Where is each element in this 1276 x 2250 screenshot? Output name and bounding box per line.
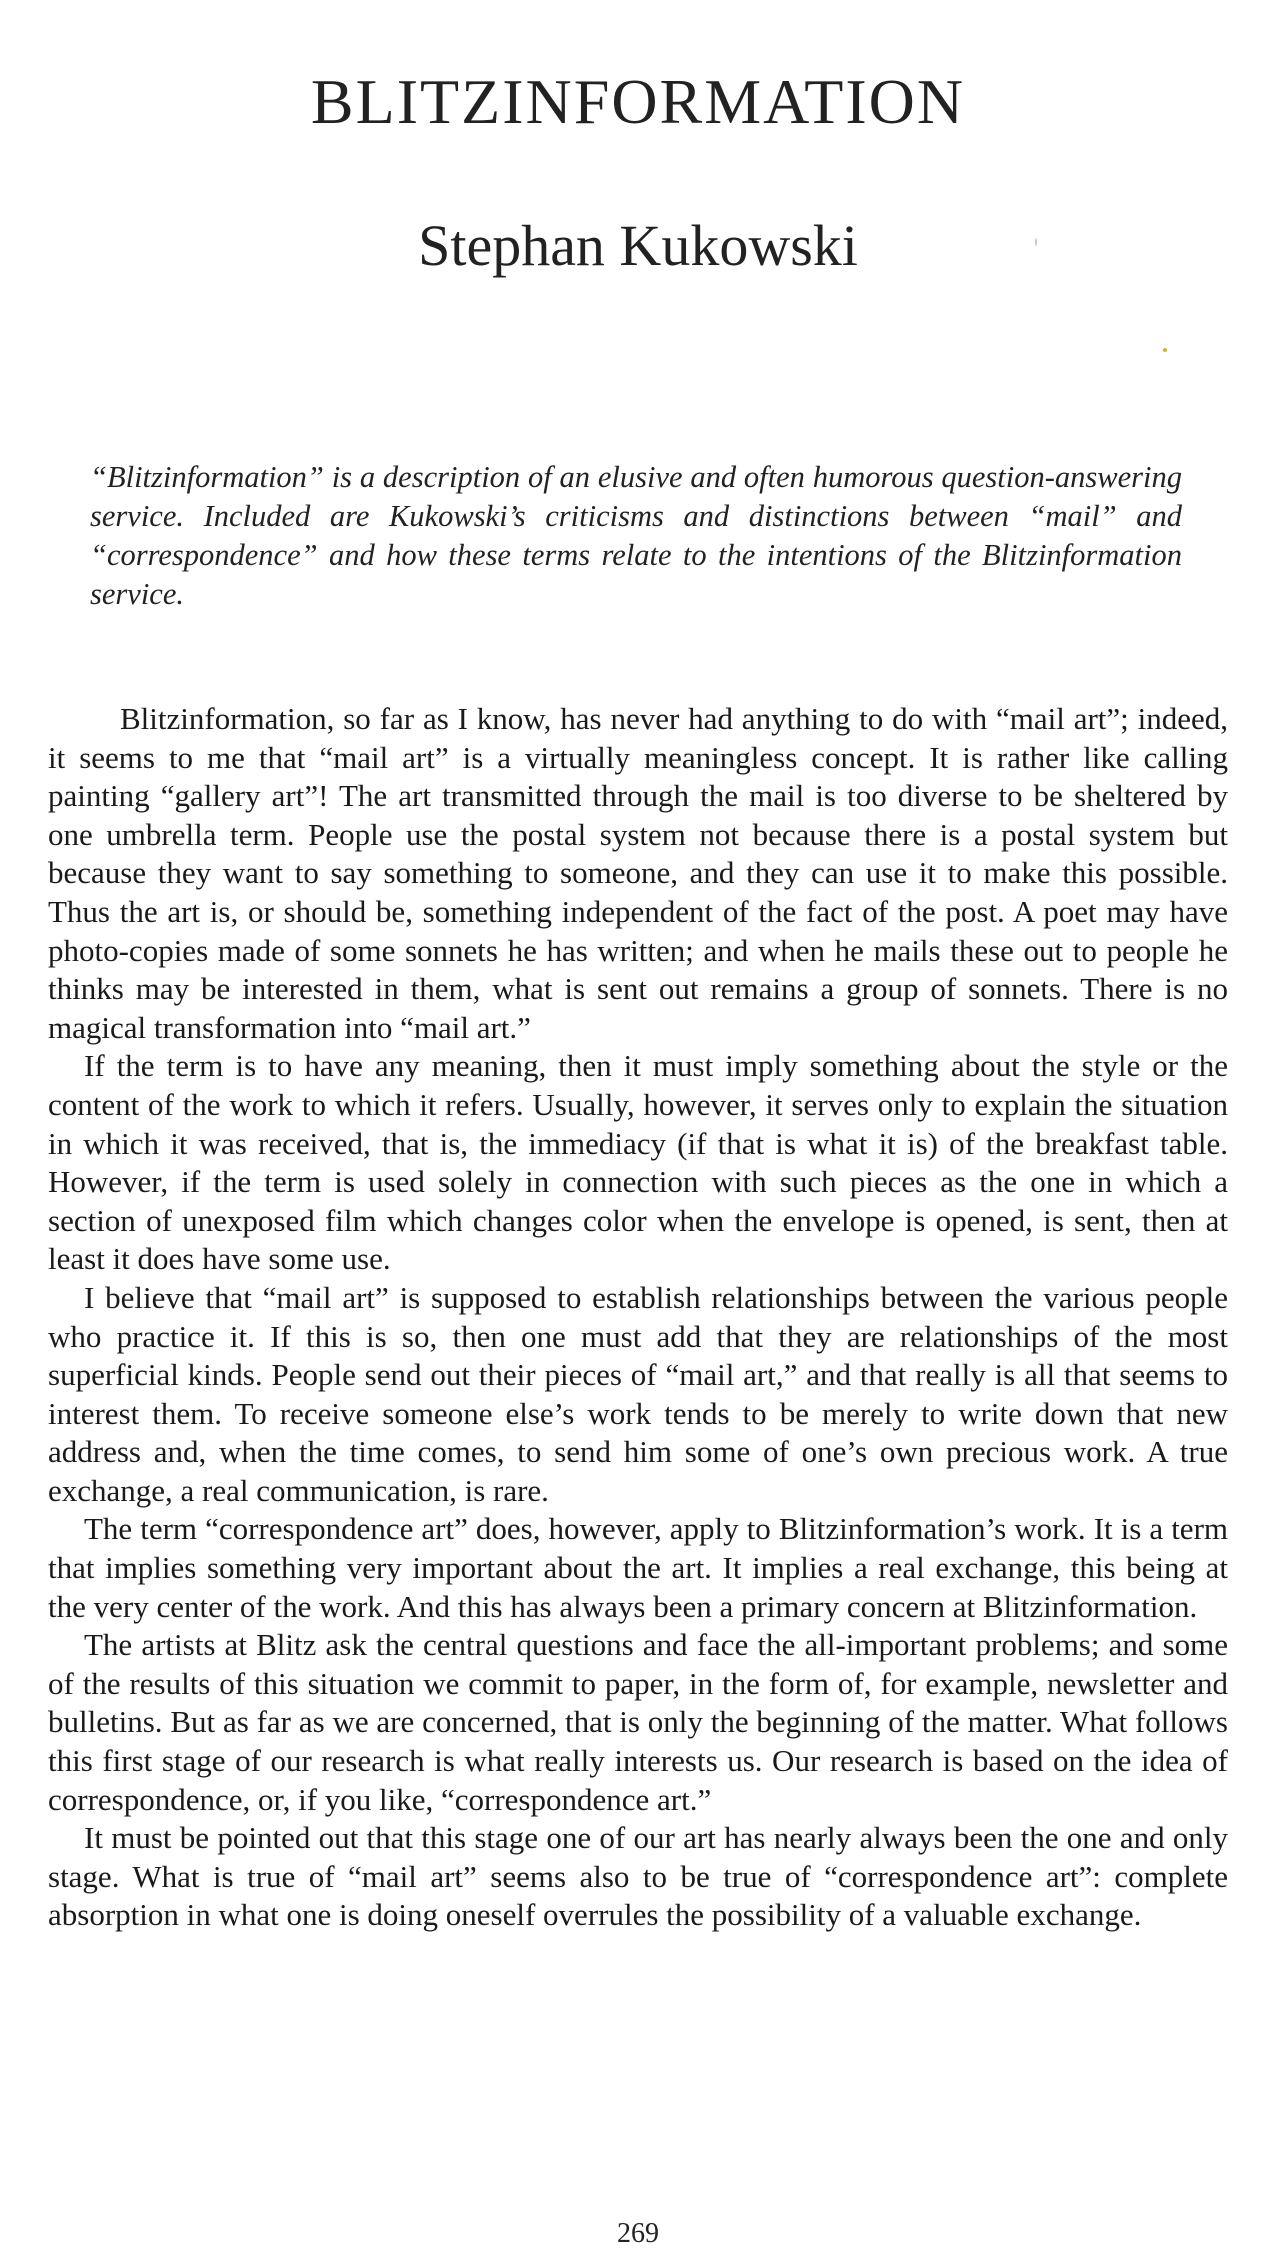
article-body — [48, 700, 1228, 1935]
page-number: 269 — [617, 2218, 659, 2249]
body-paragraph: Blitzinformation, so far as I know, has never had anything to do with “mail art”; indeed, it seems to me that “mail art” is a virtually meaningless concept. It is rather like calling painting “gallery art”! The art transmitted through the mail is too diverse to be sheltered by one umbrella term. People use the postal system not because there is a postal system but because they want to say something to someone, and they can use it to make this possible. Thus the art is, or should be, something independent of the fact of the post. A poet may have photo-copies made of some sonnets he has written; and when he mails these out to people he thinks may be interested in them, what is sent out remains a group of sonnets. There is no magical transformation into “mail art.” — [48, 701, 1228, 1045]
body-paragraph: I believe that “mail art” is supposed to establish relationships between the various people who practice it. If this is so, then one must add that they are relationships of the most superficial kinds. People send out their pieces of “mail art,” and that really is all that seems to interest them. To receive someone else’s work tends to be merely to write down that new address and, when the time comes, to send him some of one’s own precious work. A true exchange, a real communication, is rare. — [48, 1279, 1228, 1508]
body-paragraph: The artists at Blitz ask the central questions and face the all-important problems; and some of the results of this situation we commit to paper, in the form of, for example, newsletter and bulletins. But as far as we are concerned, that is only the beginning of the matter. What follows this first stage of our research is what really interests us. Our research is based on the idea of correspondence, or, if you like, “correspondence art.” — [48, 1627, 1228, 1817]
scan-speck — [1163, 348, 1167, 352]
body-paragraph: The term “correspondence art” does, however, apply to Blitzinformation’s work. It is a term that implies something very important about the art. It implies a real exchange, this being at the very center of the work. And this has always been a primary concern at Blitzinformation. — [48, 1511, 1228, 1624]
article-author: Stephan Kukowski — [418, 213, 858, 278]
scan-speck — [1035, 238, 1037, 246]
article-abstract: “Blitzinformation” is a description of an elusive and often humorous question-answering service. Included are Kukowski’s criticisms and distinctions between “mail” and “correspondence” and how these terms relate to the intentions of the Blitzinformation service. — [90, 460, 1182, 611]
body-paragraph: If the term is to have any meaning, then it must imply something about the style or the content of the work to which it refers. Usually, however, it serves only to explain the situation in which it was received, that is, the immediacy (if that is what it is) of the breakfast table. However, if the term is used solely in connection with such pieces as the one in which a section of unexposed film which changes color when the envelope is opened, is sent, then at least it does have some use. — [48, 1048, 1228, 1277]
body-paragraph: It must be pointed out that this stage one of our art has nearly always been the one and only stage. What is true of “mail art” seems also to be true of “correspondence art”: complete absorption in what one is doing oneself overrules the possibility of a valuable exchange. — [48, 1820, 1228, 1933]
article-title: BLITZINFORMATION — [310, 66, 966, 137]
